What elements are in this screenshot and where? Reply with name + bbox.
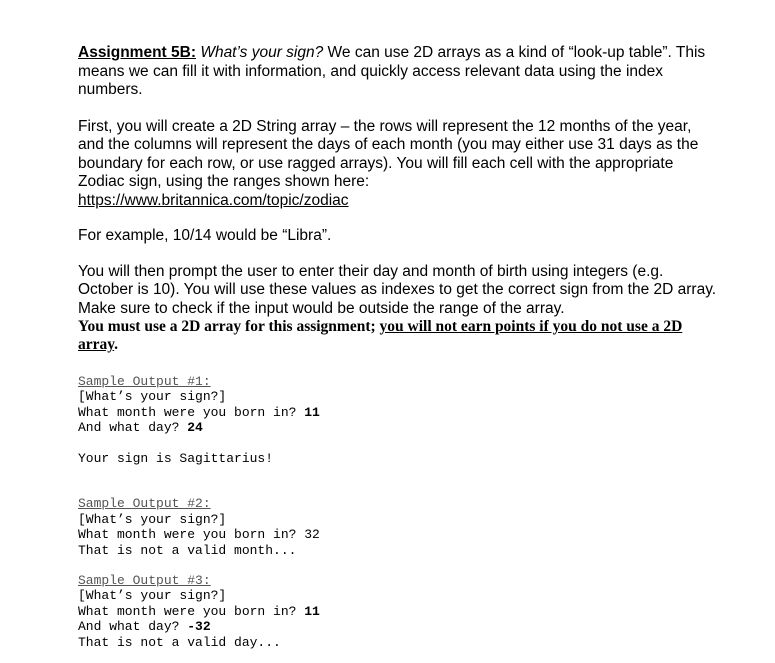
sample-header: [What’s your sign?] (78, 389, 227, 405)
day-value: 24 (187, 420, 203, 436)
month-value: 11 (304, 603, 320, 619)
month-prompt: What month were you born in? (78, 603, 305, 619)
sample-output-2 (78, 496, 718, 558)
assignment-question: What’s your sign? (200, 44, 324, 61)
month-value: 11 (304, 404, 320, 420)
sample-header: [What’s your sign?] (78, 511, 227, 527)
blank-line (78, 436, 718, 451)
sample-label: Sample Output #1: (78, 374, 211, 389)
assignment-intro (78, 44, 718, 100)
assignment-document (78, 44, 718, 650)
sample-label: Sample Output #2: (78, 496, 211, 512)
requirement-warning (78, 318, 718, 354)
warning-tail: . (114, 336, 119, 353)
warning-underlined: you will not earn points if you do not use a 2D array (78, 318, 683, 353)
sample-month-line (78, 604, 718, 619)
assignment-label: Assignment 5B: (78, 44, 196, 61)
assignment-intro-text: We can use 2D arrays as a kind of “look-up table”. This means we can fill it with information, and quickly access relevant data using the index numbers. (78, 44, 706, 98)
sample-month-line (78, 405, 718, 420)
sample-result: Your sign is Sagittarius! (78, 451, 274, 467)
sample-header: [What’s your sign?] (78, 588, 227, 604)
first-paragraph (78, 118, 718, 211)
sample-output-3 (78, 573, 718, 650)
day-prompt: And what day? (78, 420, 188, 436)
zodiac-link[interactable]: https://www.britannica.com/topic/zodiac (78, 191, 349, 209)
sample-output-1 (78, 374, 718, 466)
sample-label: Sample Output #3: (78, 573, 211, 589)
first-paragraph-text: First, you will create a 2D String array – the rows will represent the 12 months of the year, and the columns will represent the days of each month (you may either use 31 days as the boundary for each row, or use ragged arrays). You will fill each cell with the appropriate Zodiac sign, using the ranges shown here: (78, 117, 699, 190)
sample-result: That is not a valid day... (78, 634, 281, 650)
sample-day-line (78, 420, 718, 435)
sample-day-line (78, 619, 718, 634)
example-line: For example, 10/14 would be “Libra”. (78, 227, 332, 244)
sample-month-line: What month were you born in? 32 (78, 527, 320, 543)
day-prompt: And what day? (78, 619, 188, 635)
warning-lead: You must use a 2D array for this assignment; (78, 318, 380, 335)
month-prompt: What month were you born in? (78, 404, 305, 420)
day-value: -32 (187, 619, 211, 635)
prompt-paragraph: You will then prompt the user to enter their day and month of birth using integers (e.g. October is 10). You will use these values as indexes to get the correct sign from the 2D array. Make sure to check if the input would be outside the range of the array. (78, 262, 717, 317)
sample-result: That is not a valid month... (78, 542, 297, 558)
